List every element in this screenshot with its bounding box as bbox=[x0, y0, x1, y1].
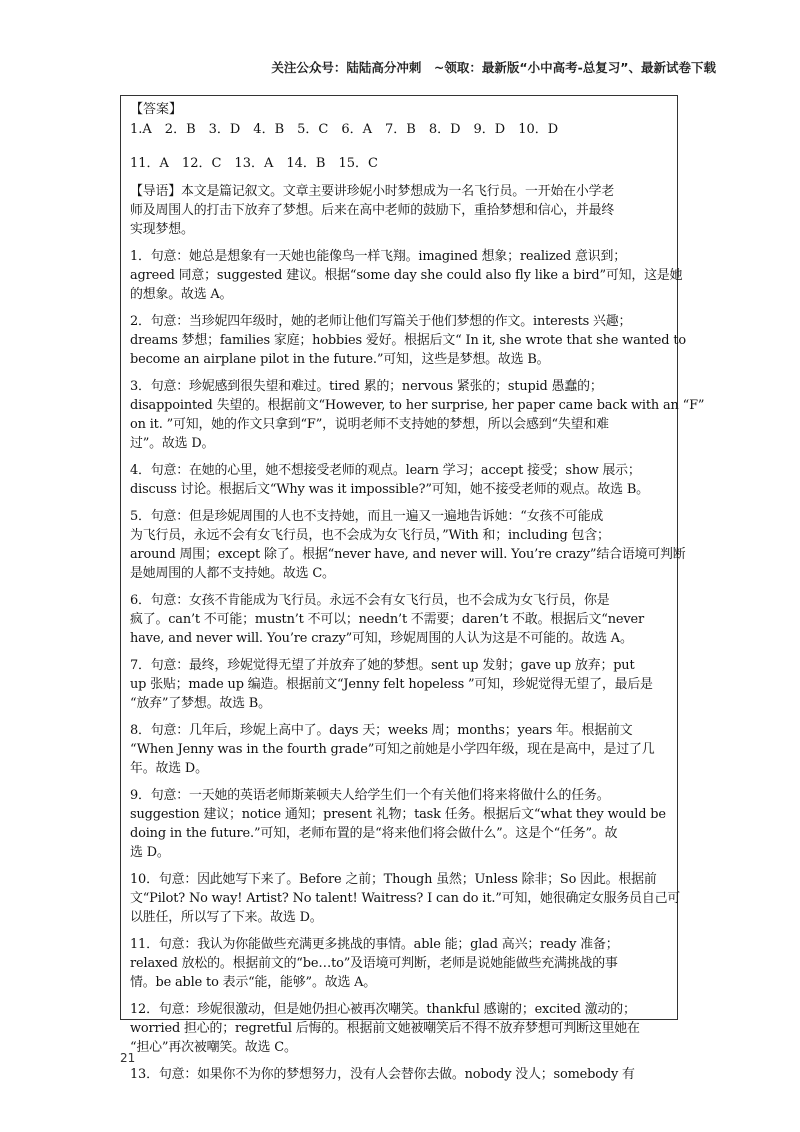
paragraph-line: 以胜任，所以写了下来。故选 D。 bbox=[130, 910, 323, 925]
explanation-paragraph bbox=[130, 1000, 669, 1057]
paragraph-line: 1．句意：她总是想象有一天她也能像鸟一样飞翔。imagined 想象；realized 意识到； bbox=[130, 249, 627, 264]
explanation-paragraph bbox=[130, 935, 669, 992]
paragraph-line: 8．句意：几年后，珍妮上高中了。days 天；weeks 周；months；years 年。根据前文 bbox=[130, 723, 633, 738]
paragraph-line: suggestion 建议；notice 通知；present 礼物；task 任务。根据后文“what they would be bbox=[130, 807, 666, 822]
paragraph-line: 2．句意：当珍妮四年级时，她的老师让他们写篇关于他们梦想的作文。interests 兴趣； bbox=[130, 314, 632, 329]
page-header: 关注公众号：陆陆高分冲刺 ~领取：最新版“小中高考-总复习”、最新试卷下载 bbox=[271, 60, 716, 75]
explanation-paragraph bbox=[130, 377, 705, 453]
paragraph-line: 11．句意：我认为你能做些充满更多挑战的事情。able 能；glad 高兴；ready 准备； bbox=[130, 937, 619, 952]
paragraph-line: disappointed 失望的。根据前文“However, to her surprise, her paper came back with an “F” bbox=[130, 398, 705, 413]
paragraph-line: 12．句意：珍妮很激动，但是她仍担心被再次嘲笑。thankful 感谢的；excited 激动的； bbox=[130, 1002, 636, 1017]
paragraph-line: “When Jenny was in the fourth grade”可知之前她是小学四年级，现在是高中，是过了几 bbox=[130, 742, 655, 757]
answer-row-1: 1.A 2．B 3．D 4．B 5．C 6．A 7．B 8．D 9．D 10．D bbox=[130, 122, 559, 137]
paragraph-line: 年。故选 D。 bbox=[130, 761, 208, 776]
paragraph-line: around 周围；except 除了。根据“never have, and never will. You’re crazy”结合语境可判断 bbox=[130, 547, 686, 562]
paragraph-line: 是她周围的人都不支持她。故选 C。 bbox=[130, 566, 335, 581]
paragraph-line: 【导语】本文是篇记叙文。文章主要讲珍妮小时梦想成为一名飞行员。一开始在小学老 bbox=[130, 184, 615, 199]
paragraph-line: on it. ”可知，她的作文只拿到“F”，说明老师不支持她的梦想，所以会感到“失望和难 bbox=[130, 417, 609, 432]
paragraph-line: agreed 同意；suggested 建议。根据“some day she could also fly like a bird”可知，这是她 bbox=[130, 268, 683, 283]
paragraph-line: 师及周围人的打击下放弃了梦想。后来在高中老师的鼓励下，重拾梦想和信心，并最终 bbox=[130, 203, 615, 218]
paragraph-line: have, and never will. You’re crazy”可知，珍妮周围的人认为这是不可能的。故选 A。 bbox=[130, 631, 633, 646]
explanation-paragraph bbox=[130, 870, 681, 927]
page-number: 21 bbox=[120, 1051, 136, 1065]
paragraph-line: 7．句意：最终，珍妮觉得无望了并放弃了她的梦想。sent up 发射；gave up 放弃；put bbox=[130, 658, 635, 673]
paragraph-line: “放弃”了梦想。故选 B。 bbox=[130, 696, 271, 711]
explanation-paragraph bbox=[130, 721, 669, 778]
spacer bbox=[130, 140, 669, 154]
paragraph-line: 的想象。故选 A。 bbox=[130, 287, 233, 302]
paragraph-line: 为飞行员，永远不会有女飞行员，也不会成为女飞行员，”With 和；including 包含； bbox=[130, 528, 610, 543]
paragraph-line: 疯了。can’t 不可能；mustn’t 不可以；needn’t 不需要；daren’t 不敢。根据后文“never bbox=[130, 612, 644, 627]
explanation-paragraph bbox=[130, 247, 683, 304]
explanation-paragraph bbox=[130, 507, 686, 583]
paragraph-line: 10．句意：因此她写下来了。Before 之前；Though 虽然；Unless 除非；So 因此。根据前 bbox=[130, 872, 657, 887]
paragraph-line: 3．句意：珍妮感到很失望和难过。tired 累的；nervous 紧张的；stupid 愚蠢的； bbox=[130, 379, 603, 394]
paragraph-line: doing in the future.”可知，老师布置的是“将来他们将会做什么”。这是个“任务”。故 bbox=[130, 826, 618, 841]
explanation-paragraph bbox=[130, 786, 669, 862]
paragraph-line: 过”。故选 D。 bbox=[130, 436, 215, 451]
paragraph-line: 13．句意：如果你不为你的梦想努力，没有人会替你去做。nobody 没人；somebody 有 bbox=[130, 1067, 635, 1082]
explanation-paragraph bbox=[130, 591, 669, 648]
paragraph-line: 5．句意：但是珍妮周围的人也不支持她，而且一遍又一遍地告诉她：“女孩不可能成 bbox=[130, 509, 604, 524]
explanation-paragraph bbox=[130, 182, 669, 239]
paragraph-line: 4．句意：在她的心里，她不想接受老师的观点。learn 学习；accept 接受；show 展示； bbox=[130, 463, 641, 478]
paragraph-line: worried 担心的；regretful 后悔的。根据前文她被嘲笑后不得不放弃梦想可判断这里她在 bbox=[130, 1021, 640, 1036]
explanation-paragraph bbox=[130, 461, 669, 499]
paragraph-line: relaxed 放松的。根据前文的“be…to”及语境可判断，老师是说她能做些充满挑战的事 bbox=[130, 956, 618, 971]
paragraph-line: up 张贴；made up 编造。根据前文“Jenny felt hopeless ”可知，珍妮觉得无望了，最后是 bbox=[130, 677, 653, 692]
explanation-paragraph bbox=[130, 656, 669, 713]
answer-row-2: 11．A 12．C 13．A 14．B 15．C bbox=[130, 156, 378, 171]
explanation-paragraph bbox=[130, 1065, 669, 1084]
paragraph-line: become an airplane pilot in the future.”可知，这些是梦想。故选 B。 bbox=[130, 352, 550, 367]
paragraph-line: 情。be able to 表示“能，能够”。故选 A。 bbox=[130, 975, 377, 990]
explanations bbox=[130, 182, 705, 1084]
paragraph-line: 9．句意：一天她的英语老师斯莱顿夫人给学生们一个有关他们将来将做什么的任务。 bbox=[130, 788, 610, 803]
paragraph-line: 实现梦想。 bbox=[130, 222, 194, 237]
answer-title: 【答案】 bbox=[130, 102, 183, 117]
paragraph-line: 文“Pilot? No way! Artist? No talent! Waitress? I can do it.”可知，她很确定女服务员自己可 bbox=[130, 891, 681, 906]
paragraph-line: “担心”再次被嘲笑。故选 C。 bbox=[130, 1040, 297, 1055]
paragraph-line: dreams 梦想；families 家庭；hobbies 爱好。根据后文“ In it, she wrote that she wanted to bbox=[130, 333, 686, 348]
explanation-paragraph bbox=[130, 312, 686, 369]
paragraph-line: 6．句意：女孩不肯能成为飞行员。永远不会有女飞行员，也不会成为女飞行员，你是 bbox=[130, 593, 610, 608]
paragraph-line: 选 D。 bbox=[130, 845, 170, 860]
paragraph-line: discuss 讨论。根据后文“Why was it impossible?”可知，她不接受老师的观点。故选 B。 bbox=[130, 482, 649, 497]
